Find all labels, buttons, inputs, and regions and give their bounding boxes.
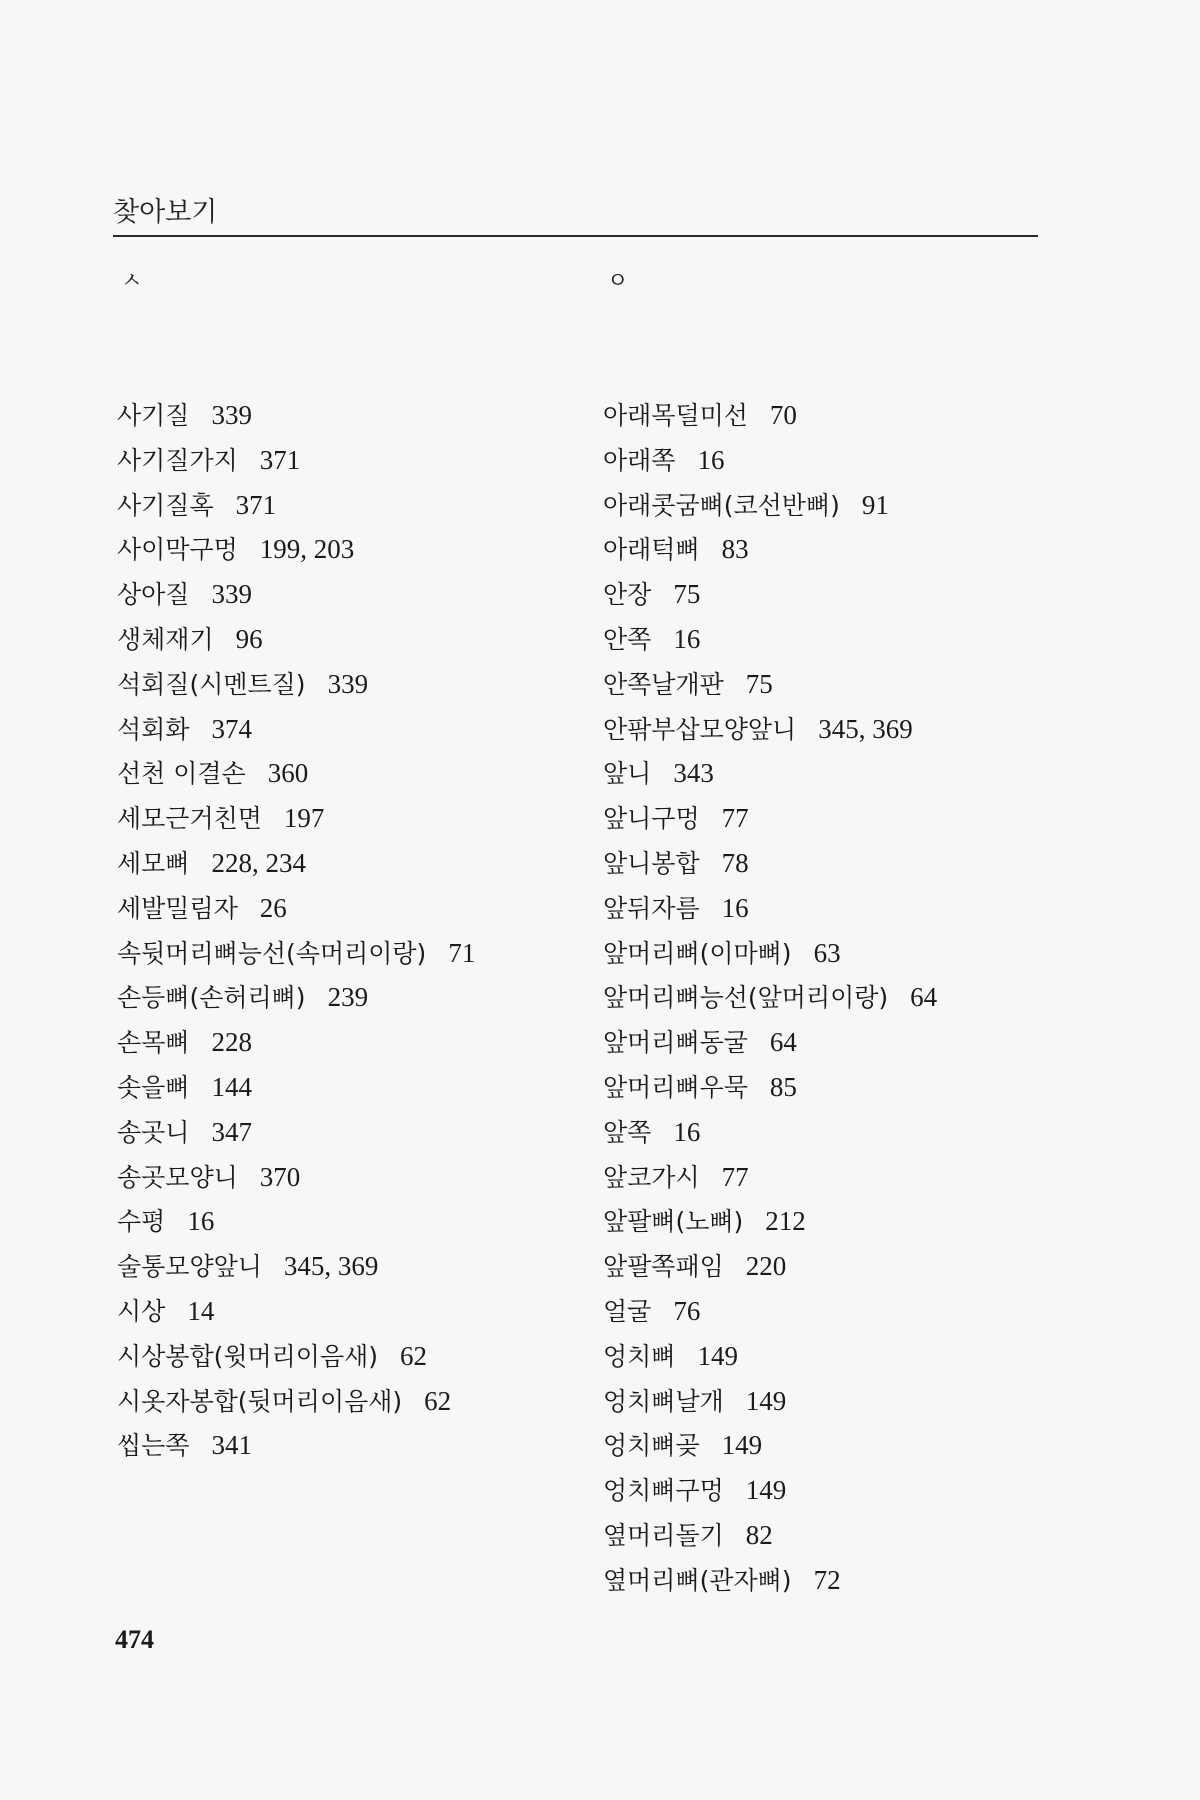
index-entry: [117, 1379, 475, 1424]
entry-term: 세모근거친면: [117, 804, 262, 834]
index-entry: [603, 1468, 937, 1513]
entry-term: 송곳니: [117, 1117, 190, 1147]
entry-term: 엉치뼈: [603, 1341, 676, 1371]
entry-term: 속뒷머리뼈능선(속머리이랑): [117, 938, 427, 968]
entry-term: 앞머리뼈능선(앞머리이랑): [603, 983, 889, 1013]
index-entry: [603, 438, 937, 483]
entry-pages: 345, 369: [818, 713, 913, 744]
index-entry: [117, 1155, 475, 1200]
page-title: 찾아보기: [113, 197, 218, 228]
index-entry: [603, 483, 937, 528]
index-entry: [603, 1513, 937, 1558]
entry-term: 술통모양앞니: [117, 1252, 262, 1282]
index-column-right: [603, 262, 937, 1603]
entry-term: 수평: [117, 1207, 166, 1237]
index-entry: [117, 1289, 475, 1334]
entry-term: 앞뒤자름: [603, 893, 700, 923]
entry-pages: 149: [745, 1385, 787, 1416]
entry-pages: 339: [211, 400, 252, 430]
entry-pages: 16: [697, 444, 725, 475]
entry-pages: 345, 369: [283, 1251, 379, 1282]
index-entry: [117, 1065, 475, 1110]
entry-pages: 228, 234: [211, 847, 306, 878]
entry-pages: 343: [673, 758, 714, 789]
entry-term: 앞머리뼈우묵: [603, 1072, 748, 1102]
index-entry: [603, 617, 937, 662]
entry-term: 솟을뼈: [117, 1072, 190, 1102]
entry-term: 아래콧굼뼈(코선반뼈): [603, 490, 840, 520]
index-entry: [117, 393, 475, 438]
entry-term: 옆머리뼈(관자뼈): [603, 1565, 792, 1595]
entry-pages: 199, 203: [259, 534, 355, 565]
entry-term: 선천 이결손: [117, 759, 246, 789]
entry-pages: 75: [673, 579, 701, 610]
index-entry: [117, 527, 475, 572]
entry-pages: 149: [721, 1430, 763, 1461]
entry-term: 엉치뼈날개: [603, 1386, 724, 1416]
index-entry: [603, 975, 937, 1020]
entry-term: 앞머리뼈(이마뼈): [603, 938, 792, 968]
entry-pages: 16: [673, 1116, 701, 1147]
entry-pages: 339: [211, 579, 252, 610]
index-entry: [117, 617, 475, 662]
section-letter: ㅇ: [607, 269, 629, 294]
entry-term: 세발밀림자: [117, 893, 238, 923]
entry-term: 앞머리뼈동굴: [603, 1028, 748, 1058]
entry-pages: 72: [813, 1564, 841, 1595]
entry-pages: 64: [769, 1027, 797, 1058]
entry-term: 안팎부삽모양앞니: [603, 714, 797, 744]
entry-term: 세모뼈: [117, 848, 190, 878]
index-entry: [117, 931, 475, 976]
entry-pages: 71: [448, 937, 476, 968]
entry-pages: 96: [235, 623, 263, 654]
entry-pages: 16: [187, 1206, 215, 1237]
index-entry: [603, 886, 937, 931]
entry-term: 석회질(시멘트질): [117, 669, 306, 699]
index-entry: [603, 751, 937, 796]
entry-pages: 62: [400, 1340, 428, 1371]
entry-pages: 149: [697, 1340, 738, 1371]
entry-pages: 16: [721, 892, 749, 923]
entry-pages: 14: [187, 1295, 215, 1326]
header-rule: [113, 235, 1038, 237]
index-entry: [603, 1334, 937, 1379]
entry-pages: 197: [283, 803, 325, 834]
index-entry: [117, 662, 475, 707]
entry-term: 시옷자봉합(뒷머리이음새): [117, 1386, 403, 1416]
section-letter: ㅅ: [121, 269, 143, 294]
entry-term: 상아질: [117, 580, 190, 610]
entry-term: 사기질혹: [117, 490, 214, 520]
index-entry: [603, 1423, 937, 1468]
index-entry: [117, 438, 475, 483]
index-entry: [117, 1110, 475, 1155]
index-entry: [117, 483, 475, 528]
index-entry: [603, 1379, 937, 1424]
entry-pages: 360: [267, 758, 309, 789]
index-entry: [603, 1110, 937, 1155]
index-entry: [603, 572, 937, 617]
index-entry: [117, 1423, 475, 1468]
entry-term: 얼굴: [603, 1296, 652, 1326]
entry-term: 아래쪽: [603, 445, 676, 475]
index-entry: [603, 1289, 937, 1334]
index-entry: [603, 707, 937, 752]
entry-term: 손목뼈: [117, 1028, 190, 1058]
index-entry: [603, 662, 937, 707]
entry-term: 시상: [117, 1296, 166, 1326]
entry-term: 앞팔뼈(노뼈): [603, 1207, 744, 1237]
entry-term: 시상봉합(윗머리이음새): [117, 1341, 379, 1371]
entry-pages: 91: [861, 489, 889, 520]
entry-term: 안장: [603, 580, 652, 610]
index-entry: [117, 751, 475, 796]
index-entry: [117, 841, 475, 886]
entry-term: 손등뼈(손허리뼈): [117, 983, 306, 1013]
index-entry: [117, 572, 475, 617]
entry-term: 씹는쪽: [117, 1431, 190, 1461]
entry-term: 앞쪽: [603, 1117, 652, 1147]
entry-term: 엉치뼈구멍: [603, 1476, 724, 1506]
entry-pages: 76: [673, 1295, 701, 1326]
entry-pages: 370: [259, 1161, 301, 1192]
entry-pages: 64: [910, 982, 938, 1013]
entry-list: [603, 393, 937, 1603]
index-entry: [117, 1020, 475, 1065]
entry-term: 사이막구멍: [117, 535, 238, 565]
entry-term: 송곳모양니: [117, 1162, 238, 1192]
index-entry: [603, 1199, 937, 1244]
entry-term: 앞팔쪽패임: [603, 1252, 724, 1282]
index-entry: [603, 796, 937, 841]
index-entry: [603, 841, 937, 886]
entry-pages: 149: [745, 1475, 787, 1506]
entry-pages: 341: [211, 1430, 252, 1461]
entry-pages: 212: [765, 1206, 806, 1237]
index-entry: [117, 796, 475, 841]
entry-pages: 70: [769, 400, 797, 430]
entry-pages: 371: [259, 444, 301, 475]
entry-term: 앞니봉합: [603, 848, 700, 878]
index-entry: [117, 975, 475, 1020]
page-number: 474: [115, 1625, 154, 1654]
index-entry: [117, 1244, 475, 1289]
entry-term: 앞코가시: [603, 1162, 700, 1192]
entry-pages: 78: [721, 847, 749, 878]
entry-term: 석회화: [117, 714, 190, 744]
entry-pages: 77: [721, 803, 749, 834]
index-entry: [117, 886, 475, 931]
index-entry: [117, 1334, 475, 1379]
entry-term: 아래턱뼈: [603, 535, 700, 565]
index-entry: [117, 707, 475, 752]
index-entry: [603, 1155, 937, 1200]
index-entry: [603, 1020, 937, 1065]
entry-term: 앞니: [603, 759, 652, 789]
entry-pages: 220: [745, 1251, 787, 1282]
entry-pages: 228: [211, 1027, 252, 1058]
entry-pages: 62: [424, 1385, 452, 1416]
entry-pages: 26: [259, 892, 287, 923]
entry-term: 엉치뼈곶: [603, 1431, 700, 1461]
entry-term: 안쪽날개판: [603, 669, 724, 699]
index-entry: [603, 1065, 937, 1110]
entry-pages: 339: [327, 668, 369, 699]
entry-term: 안쪽: [603, 624, 652, 654]
entry-pages: 85: [769, 1071, 797, 1102]
index-entry: [603, 931, 937, 976]
entry-pages: 77: [721, 1161, 749, 1192]
index-column-left: [117, 262, 475, 1468]
entry-pages: 239: [327, 982, 369, 1013]
entry-pages: 82: [745, 1519, 773, 1550]
entry-pages: 83: [721, 534, 749, 565]
index-entry: [603, 393, 937, 438]
entry-term: 사기질: [117, 401, 190, 430]
entry-pages: 371: [235, 489, 277, 520]
entry-term: 생체재기: [117, 624, 214, 654]
index-entry: [603, 527, 937, 572]
entry-pages: 347: [211, 1116, 252, 1147]
entry-pages: 75: [745, 668, 773, 699]
entry-term: 사기질가지: [117, 445, 238, 475]
entry-pages: 374: [211, 713, 252, 744]
index-entry: [117, 1199, 475, 1244]
index-entry: [603, 1558, 937, 1603]
index-entry: [603, 1244, 937, 1289]
entry-term: 옆머리돌기: [603, 1520, 724, 1550]
entry-list: [117, 393, 475, 1468]
entry-pages: 16: [673, 623, 701, 654]
entry-term: 앞니구멍: [603, 804, 700, 834]
entry-pages: 144: [211, 1071, 252, 1102]
entry-term: 아래목덜미선: [603, 401, 748, 430]
entry-pages: 63: [813, 937, 841, 968]
